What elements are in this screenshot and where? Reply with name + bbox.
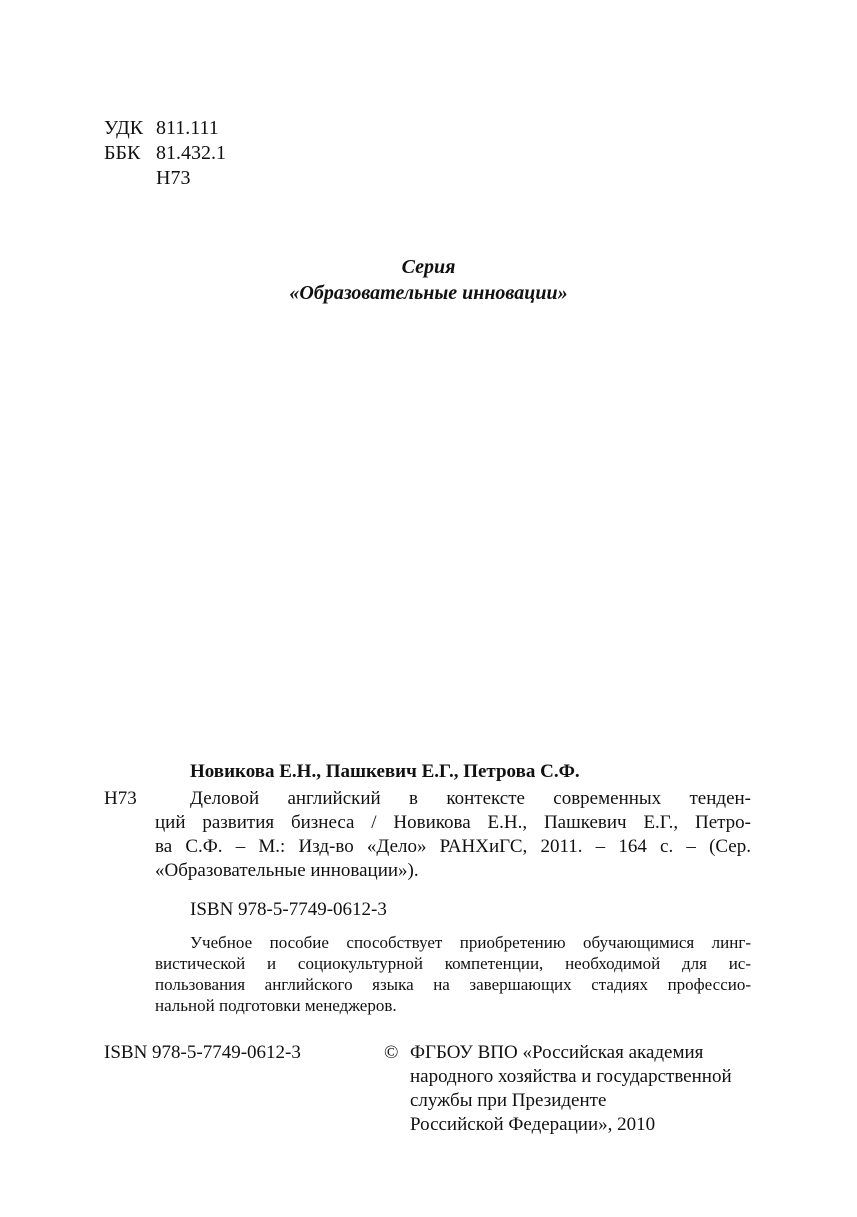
- author-mark-row: [104, 166, 226, 191]
- copyright-block: [384, 1041, 732, 1137]
- authors: Новикова Е.Н., Пашкевич Е.Г., Петрова С.Ф.: [190, 761, 580, 782]
- annotation-line: Учебное пособие способствует приобретению обучающимися линг-: [190, 933, 751, 952]
- copyright-line: службы при Президенте: [410, 1090, 607, 1111]
- series-label: Серия: [401, 256, 456, 278]
- series-title: «Образовательные инновации»: [289, 282, 568, 304]
- series-block: [0, 254, 857, 306]
- copyright-line: Российской Федерации», 2010: [410, 1114, 656, 1135]
- annotation: [155, 932, 751, 1016]
- description-line: «Образовательные инновации»).: [155, 860, 419, 881]
- classification-block: [104, 116, 226, 191]
- copyright-line: [384, 1041, 732, 1065]
- bbk-value: 81.432.1: [156, 142, 226, 164]
- copyright-symbol: ©: [384, 1042, 399, 1063]
- author-mark: Н73: [156, 167, 191, 189]
- bbk-label: ББК: [104, 142, 141, 164]
- copyright-line: народного хозяйства и государственной: [410, 1066, 732, 1087]
- footer-isbn: ISBN 978-5-7749-0612-3: [104, 1042, 301, 1063]
- bibliographic-description: [155, 787, 751, 883]
- udk-value: 811.111: [156, 117, 219, 139]
- udk-label: УДК: [104, 117, 144, 139]
- description-line: ций развития бизнеса / Новикова Е.Н., Пашкевич Е.Г., Петро-: [155, 812, 751, 833]
- description-line: Деловой английский в контексте современных тенден-: [190, 788, 751, 809]
- udk-row: [104, 116, 226, 141]
- copyright-holder: ФГБОУ ВПО «Российская академия: [410, 1042, 704, 1063]
- annotation-line: вистической и социокультурной компетенции, необходимой для ис-: [155, 954, 751, 973]
- annotation-line: нальной подготовки менеджеров.: [155, 996, 397, 1015]
- entry-author-mark: Н73: [104, 788, 137, 809]
- bbk-row: [104, 141, 226, 166]
- annotation-line: пользования английского языка на завершающих стадиях профессио-: [155, 975, 751, 994]
- description-line: ва С.Ф. – М.: Изд-во «Дело» РАНХиГС, 2011. – 164 с. – (Сер.: [155, 836, 751, 857]
- entry-isbn: ISBN 978-5-7749-0612-3: [190, 899, 387, 920]
